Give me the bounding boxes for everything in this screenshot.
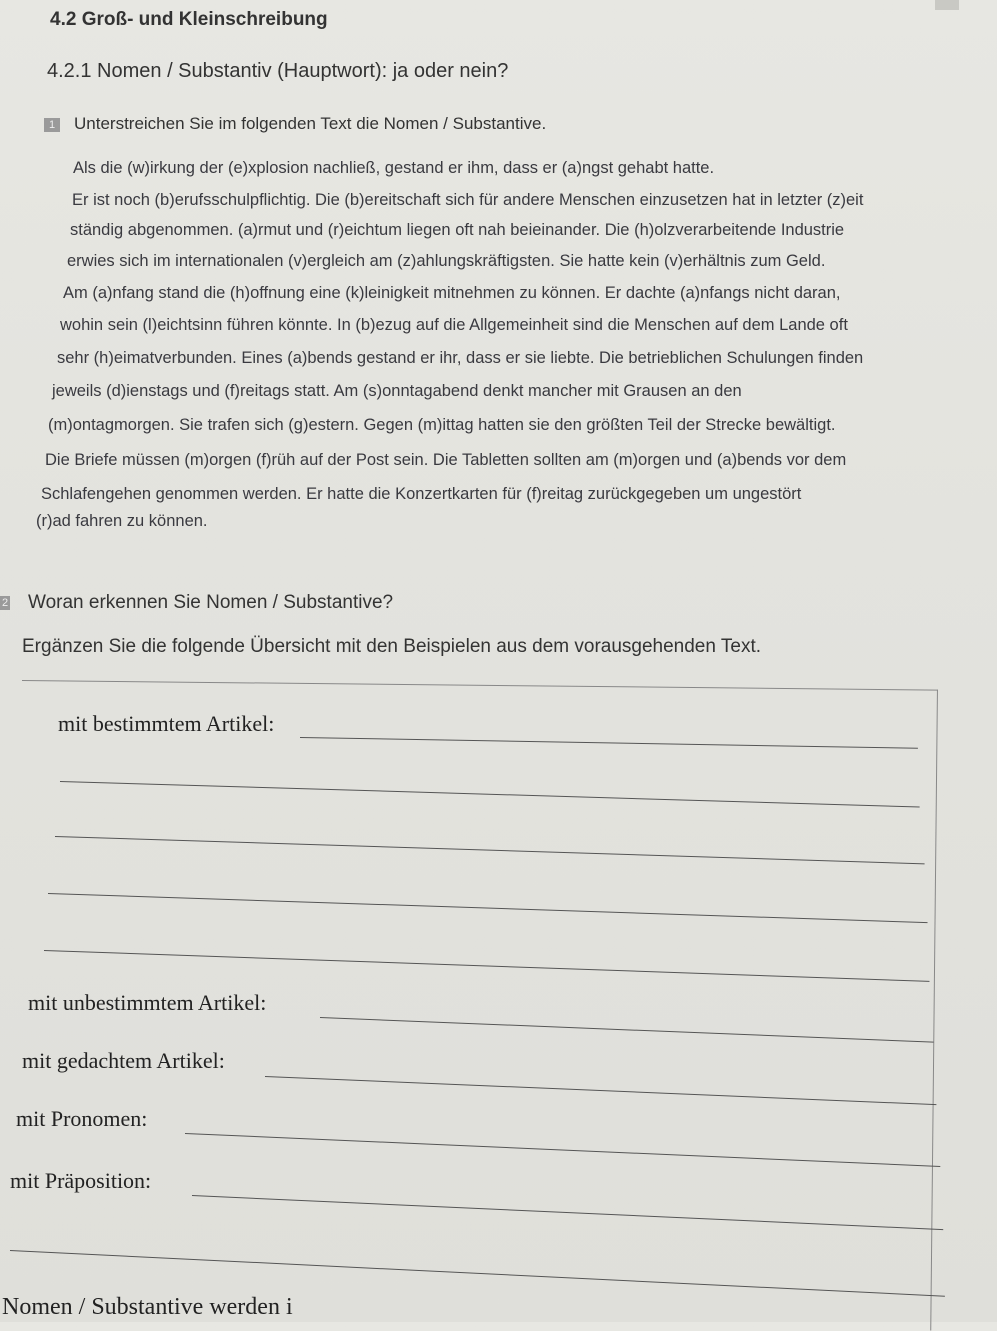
label-bestimmter-artikel: mit bestimmtem Artikel: [58,711,275,736]
label-pronomen: mit Pronomen: [16,1106,148,1131]
page-corner [935,0,959,10]
paragraph-line: sehr (h)eimatverbunden. Eines (a)bends gestand er ihr, dass er sie liebte. Die betrieblichen Schulungen finden [57,349,864,367]
task-2-instruction: Ergänzen Sie die folgende Übersicht mit den Beispielen aus dem vorausgehenden Text. [22,636,762,657]
task-number-badge: 2 [1,596,9,609]
footer-text: Nomen / Substantive werden i [2,1294,293,1320]
paragraph-line: Als die (w)irkung der (e)xplosion nachließ, gestand er ihm, dass er (a)ngst gehabt hatte. [73,159,715,177]
paragraph-line: (m)ontagmorgen. Sie trafen sich (g)estern. Gegen (m)ittag hatten sie den größten Teil der Strecke bewältigt. [48,416,836,434]
task-number-badge: 1 [44,118,60,132]
section-title: 4.2 Groß- und Kleinschreibung [50,9,328,30]
task-2-question-row [0,592,393,614]
paragraph-line: Am (a)nfang stand die (h)offnung eine (k)leinigkeit mitnehmen zu können. Er dachte (a)nfangs nicht daran, [63,284,841,302]
label-praeposition: mit Präposition: [10,1168,152,1193]
paragraph-line: wohin sein (l)eichtsinn führen könnte. In (b)ezug auf die Allgemeinheit sind die Menschen auf dem Lande oft [60,316,848,334]
label-unbestimmter-artikel: mit unbestimmtem Artikel: [28,990,267,1015]
paragraph-line: erwies sich im internationalen (v)ergleich am (z)ahlungskräftigsten. Sie hatte kein (v)erhältnis zum Geld. [67,252,826,270]
paragraph-line: Schlafengehen genommen werden. Er hatte die Konzertkarten für (f)reitag zurückgegeben um ungestört [41,485,802,503]
paragraph-line: ständig abgenommen. (a)rmut und (r)eichtum liegen oft nah beieinander. Die (h)olzverarbeitende Industrie [70,221,845,239]
subsection-title: 4.2.1 Nomen / Substantiv (Hauptwort): ja oder nein? [47,60,509,82]
task-1-instruction: Unterstreichen Sie im folgenden Text die Nomen / Substantive. [74,114,547,133]
paragraph-line: (r)ad fahren zu können. [36,512,208,530]
paragraph-line: Die Briefe müssen (m)orgen (f)rüh auf der Post sein. Die Tabletten sollten am (m)orgen und (a)bends vor dem [45,451,847,469]
task-1-instruction-row [44,114,546,134]
paragraph-line: Er ist noch (b)erufsschulpflichtig. Die (b)ereitschaft sich für andere Menschen einzusetzen hat in letzter (z)eit [72,191,864,209]
task-2-question: Woran erkennen Sie Nomen / Substantive? [28,592,394,613]
paragraph-line: jeweils (d)ienstags und (f)reitags statt. Am (s)onntagabend denkt mancher mit Grausen an den [52,382,742,400]
label-gedachter-artikel: mit gedachtem Artikel: [22,1048,225,1073]
